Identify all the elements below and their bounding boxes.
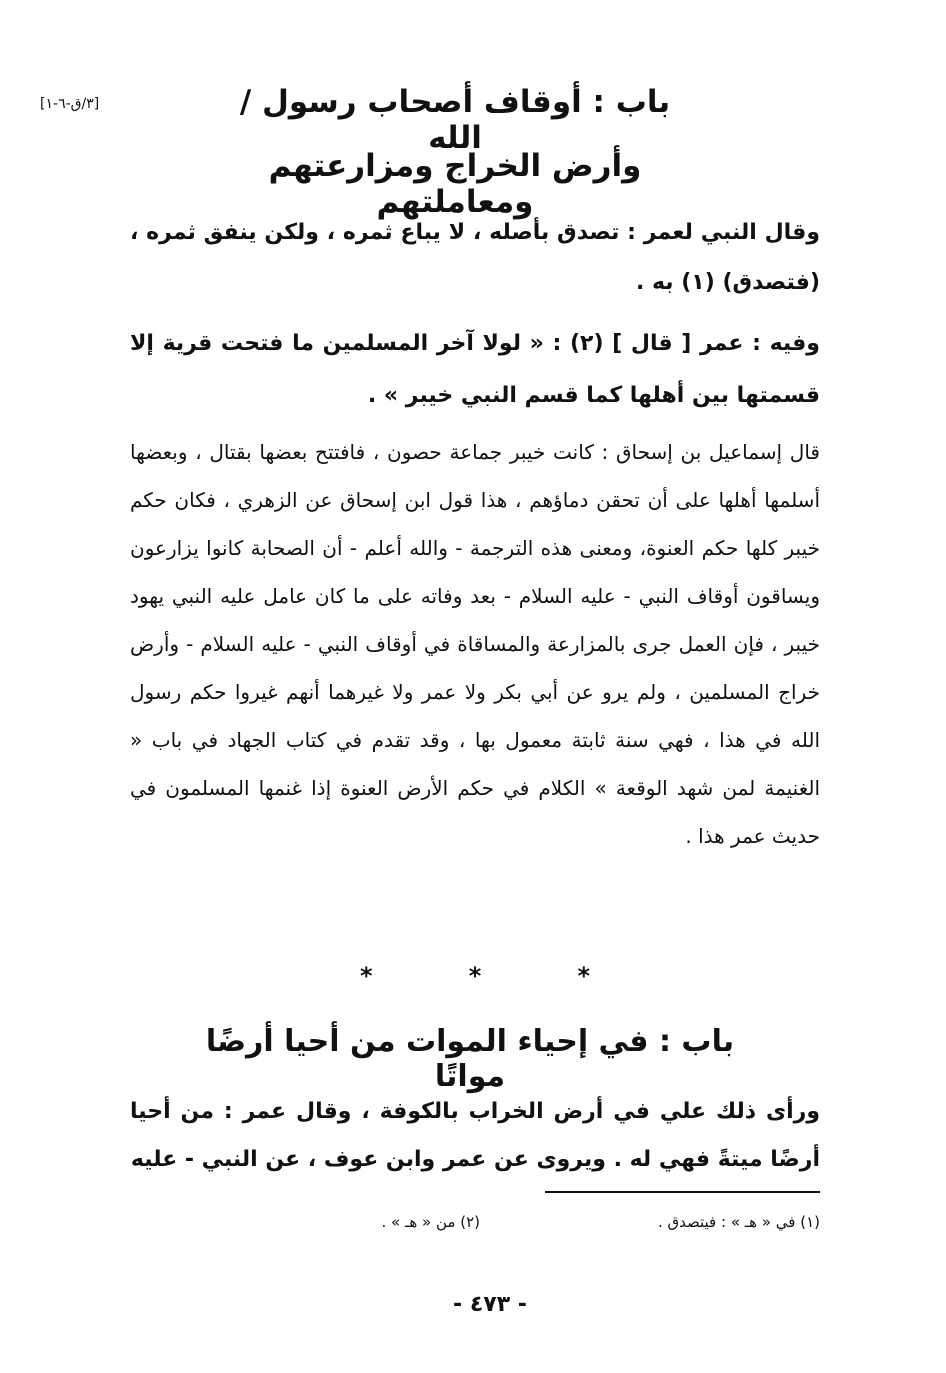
paragraph-ismail-commentary: قال إسماعيل بن إسحاق : كانت خيبر جماعة حصون ، فافتتح بعضها بقتال ، وبعضها أسلمها أهلها على أن تحقن دماؤهم ، هذا قول ابن إسحاق عن الزهري ، فكان حكم خيبر كلها حكم العنوة، ومعنى هذه الترجمة - والله أعلم - أن الصحابة كانوا يزارعون ويساقون أوقاف النبي - عليه السلام - بعد وفاته على ما كان عامل عليه النبي يهود خيبر ، فإن العمل جرى بالمزارعة والمساقاة في أوقاف النبي - عليه السلام - وأرض خراج المسلمين ، ولم يرو عن أبي بكر ولا عمر ولا غيرهما أنهم غيروا حكم رسول الله في هذا ، فهي سنة ثابتة معمول بها ، وقد تقدم في كتاب الجهاد في باب « الغنيمة لمن شهد الوقعة » الكلام في حكم الأرض العنوة إذا غنمها المسلمون في حديث عمر هذا . [130, 440, 820, 848]
separator-star: * [360, 962, 373, 990]
paragraph-reviving-land: ورأى ذلك علي في أرض الخراب بالكوفة ، وقال عمر : من أحيا أرضًا ميتةً فهي له . ويروى عن عمر وابن عوف ، عن النبي - عليه [130, 1099, 820, 1172]
paragraph-prophet-saying: وقال النبي لعمر : تصدق بأصله ، لا يباع ثمره ، ولكن ينفق ثمره ، (فتصدق) (١) به . [130, 220, 820, 295]
paragraph-umar-saying: وفيه : عمر [ قال ] (٢) : « لولا آخر المسلمين ما فتحت قرية إلا قسمتها بين أهلها كما قسم النبي خيبر » . [130, 331, 820, 408]
chapter-title-line2: وأرض الخراج ومزارعتهم ومعاملتهم [268, 148, 642, 220]
footnote-divider [545, 1191, 820, 1193]
separator-star: * [468, 962, 482, 990]
manuscript-folio-marker: [٣/ق-٦-١] [40, 96, 100, 112]
separator-star: * [577, 962, 590, 990]
chapter-title-line1: باب : أوقاف أصحاب رسول / الله [239, 84, 671, 156]
footnote-1: (١) في « هـ » : فيتصدق . [657, 1213, 820, 1231]
footnote-2: (٢) من « هـ » . [381, 1213, 480, 1231]
section-title-reviving-land: باب : في إحياء الموات من أحيا أرضًا مواتًا [205, 1024, 735, 1094]
page-number: - ٤٧٣ - [453, 1292, 527, 1317]
section-separator [360, 962, 590, 990]
